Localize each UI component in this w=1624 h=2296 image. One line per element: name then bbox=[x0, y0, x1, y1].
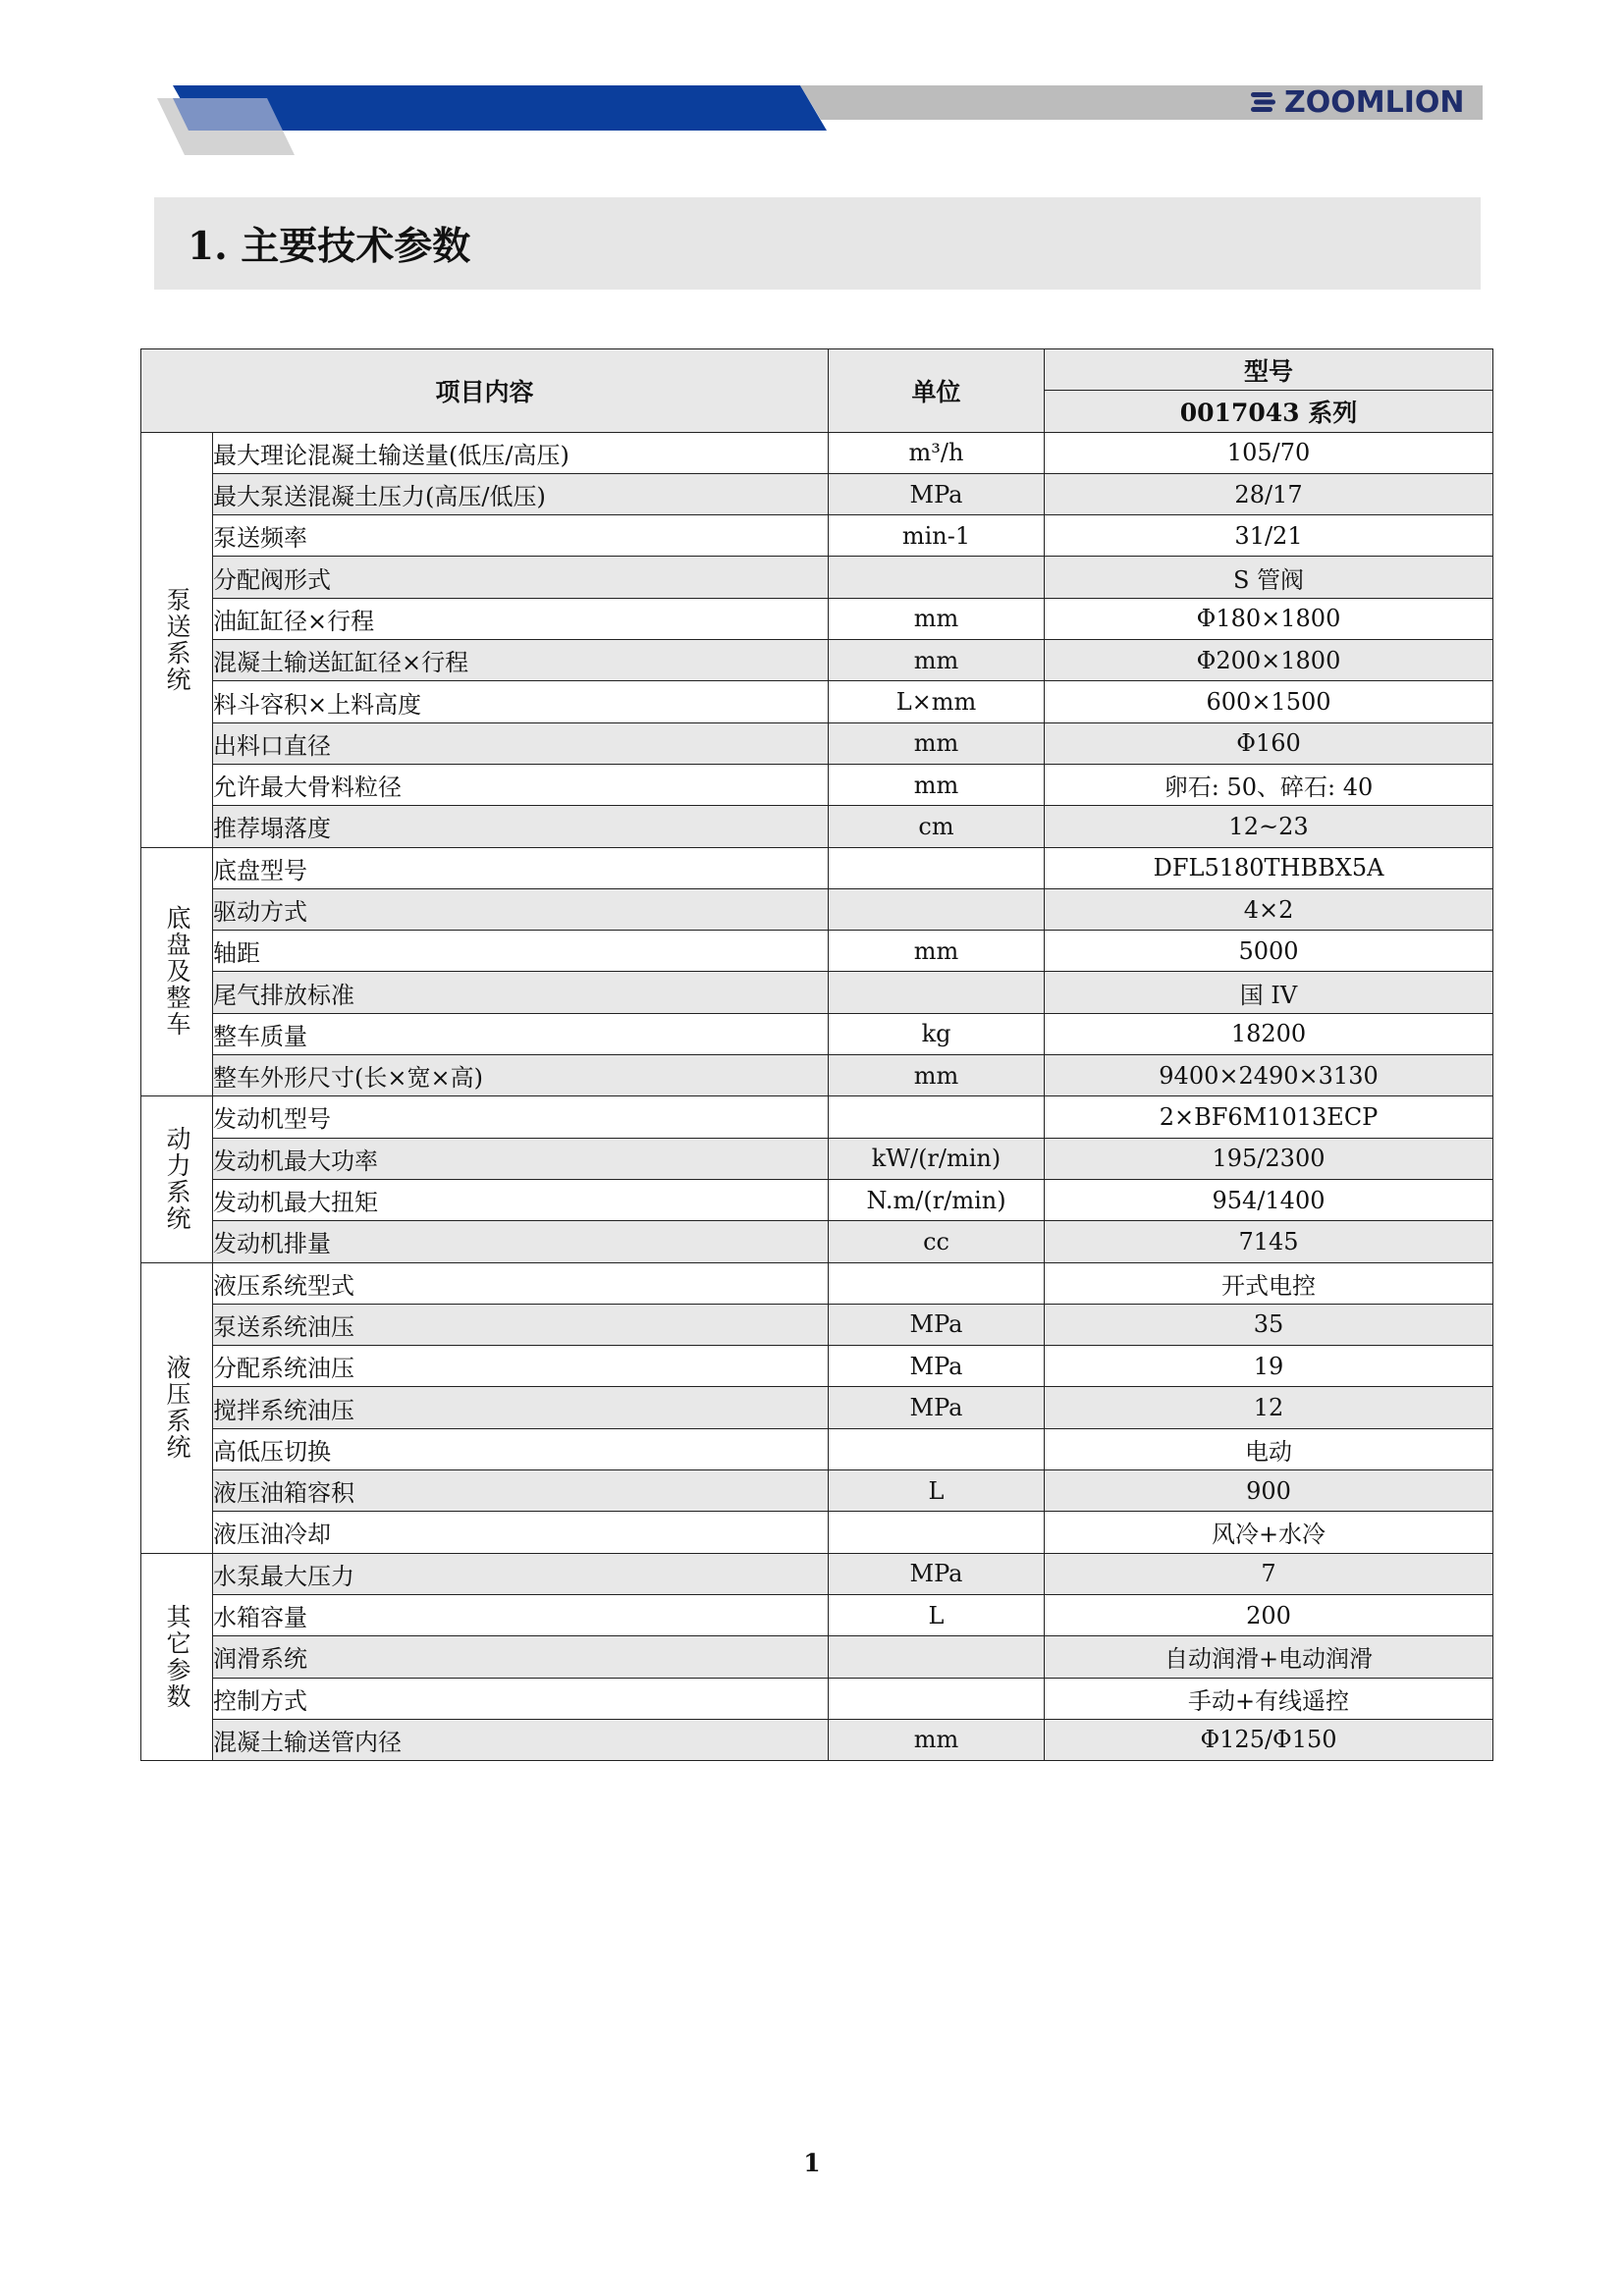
category-label: 动力系统 bbox=[141, 1096, 213, 1262]
table-row bbox=[141, 1553, 1493, 1594]
table-row bbox=[141, 473, 1493, 514]
row-unit: m³/h bbox=[829, 432, 1045, 473]
table-row bbox=[141, 1594, 1493, 1635]
row-unit: mm bbox=[829, 640, 1045, 681]
page-number: 1 bbox=[803, 2149, 821, 2177]
row-value: 600×1500 bbox=[1045, 681, 1493, 722]
category-label: 泵送系统 bbox=[141, 432, 213, 847]
brand-text: ZOOMLION bbox=[1284, 84, 1465, 120]
header-unit: 单位 bbox=[829, 349, 1045, 433]
row-unit bbox=[829, 888, 1045, 930]
row-item: 控制方式 bbox=[213, 1678, 829, 1719]
row-item: 尾气排放标准 bbox=[213, 972, 829, 1013]
row-value: 35 bbox=[1045, 1304, 1493, 1345]
table-row bbox=[141, 681, 1493, 722]
row-unit: mm bbox=[829, 722, 1045, 764]
header-model-label: 型号 bbox=[1045, 349, 1493, 391]
category-label: 底盘及整车 bbox=[141, 847, 213, 1096]
row-item: 推荐塌落度 bbox=[213, 806, 829, 847]
row-value: 风冷+水冷 bbox=[1045, 1512, 1493, 1553]
row-item: 整车外形尺寸(长×宽×高) bbox=[213, 1055, 829, 1096]
row-item: 料斗容积×上料高度 bbox=[213, 681, 829, 722]
row-item: 驱动方式 bbox=[213, 888, 829, 930]
banner-light-blue-block bbox=[173, 98, 283, 131]
row-unit: L bbox=[829, 1594, 1045, 1635]
row-item: 液压系统型式 bbox=[213, 1262, 829, 1304]
header-banner bbox=[0, 0, 1624, 167]
row-value: Φ200×1800 bbox=[1045, 640, 1493, 681]
row-value: 卵石: 50、碎石: 40 bbox=[1045, 764, 1493, 805]
table-row bbox=[141, 1221, 1493, 1262]
row-unit bbox=[829, 847, 1045, 888]
spec-table bbox=[140, 348, 1493, 1761]
table-row bbox=[141, 1096, 1493, 1138]
row-unit bbox=[829, 1428, 1045, 1469]
row-value: 4×2 bbox=[1045, 888, 1493, 930]
row-value: 9400×2490×3130 bbox=[1045, 1055, 1493, 1096]
row-unit bbox=[829, 1678, 1045, 1719]
row-unit: mm bbox=[829, 931, 1045, 972]
row-value: 国 IV bbox=[1045, 972, 1493, 1013]
row-item: 水泵最大压力 bbox=[213, 1553, 829, 1594]
table-row bbox=[141, 764, 1493, 805]
table-row bbox=[141, 1678, 1493, 1719]
row-value: 19 bbox=[1045, 1346, 1493, 1387]
row-item: 发动机排量 bbox=[213, 1221, 829, 1262]
row-value: 5000 bbox=[1045, 931, 1493, 972]
row-unit: mm bbox=[829, 764, 1045, 805]
row-unit bbox=[829, 557, 1045, 598]
row-value: 18200 bbox=[1045, 1013, 1493, 1054]
row-item: 分配阀形式 bbox=[213, 557, 829, 598]
row-value: 12 bbox=[1045, 1387, 1493, 1428]
row-value: 7145 bbox=[1045, 1221, 1493, 1262]
table-row bbox=[141, 598, 1493, 639]
row-item: 水箱容量 bbox=[213, 1594, 829, 1635]
row-value: S 管阀 bbox=[1045, 557, 1493, 598]
row-value: 电动 bbox=[1045, 1428, 1493, 1469]
table-row bbox=[141, 1719, 1493, 1760]
row-item: 泵送系统油压 bbox=[213, 1304, 829, 1345]
row-item: 油缸缸径×行程 bbox=[213, 598, 829, 639]
table-row bbox=[141, 1428, 1493, 1469]
row-item: 分配系统油压 bbox=[213, 1346, 829, 1387]
row-value: 28/17 bbox=[1045, 473, 1493, 514]
row-value: DFL5180THBBX5A bbox=[1045, 847, 1493, 888]
table-row bbox=[141, 1055, 1493, 1096]
spec-table-body bbox=[141, 432, 1493, 1761]
table-row bbox=[141, 722, 1493, 764]
row-value: Φ125/Φ150 bbox=[1045, 1719, 1493, 1760]
row-value: 31/21 bbox=[1045, 515, 1493, 557]
row-value: 200 bbox=[1045, 1594, 1493, 1635]
row-item: 最大理论混凝土输送量(低压/高压) bbox=[213, 432, 829, 473]
zoomlion-logo bbox=[1249, 84, 1465, 120]
row-unit: kW/(r/min) bbox=[829, 1138, 1045, 1179]
row-item: 发动机型号 bbox=[213, 1096, 829, 1138]
row-unit: L×mm bbox=[829, 681, 1045, 722]
table-row bbox=[141, 972, 1493, 1013]
row-unit bbox=[829, 1096, 1045, 1138]
row-item: 发动机最大扭矩 bbox=[213, 1179, 829, 1220]
zoomlion-mark-icon bbox=[1249, 90, 1278, 114]
row-item: 出料口直径 bbox=[213, 722, 829, 764]
row-value: Φ180×1800 bbox=[1045, 598, 1493, 639]
table-row bbox=[141, 640, 1493, 681]
table-header-row bbox=[141, 349, 1493, 391]
row-unit: min-1 bbox=[829, 515, 1045, 557]
row-unit: cm bbox=[829, 806, 1045, 847]
row-item: 搅拌系统油压 bbox=[213, 1387, 829, 1428]
table-row bbox=[141, 1636, 1493, 1678]
row-item: 液压油箱容积 bbox=[213, 1470, 829, 1512]
row-item: 整车质量 bbox=[213, 1013, 829, 1054]
row-item: 底盘型号 bbox=[213, 847, 829, 888]
row-unit bbox=[829, 1512, 1045, 1553]
table-row bbox=[141, 1013, 1493, 1054]
table-row bbox=[141, 1346, 1493, 1387]
row-item: 轴距 bbox=[213, 931, 829, 972]
row-unit: mm bbox=[829, 598, 1045, 639]
section-title: 1. 主要技术参数 bbox=[154, 197, 1481, 290]
table-row bbox=[141, 1138, 1493, 1179]
row-unit: mm bbox=[829, 1719, 1045, 1760]
category-label: 液压系统 bbox=[141, 1262, 213, 1553]
table-row bbox=[141, 515, 1493, 557]
row-item: 液压油冷却 bbox=[213, 1512, 829, 1553]
row-unit: MPa bbox=[829, 1304, 1045, 1345]
row-unit: MPa bbox=[829, 1346, 1045, 1387]
table-row bbox=[141, 1179, 1493, 1220]
table-row bbox=[141, 847, 1493, 888]
row-unit: MPa bbox=[829, 1387, 1045, 1428]
row-unit bbox=[829, 972, 1045, 1013]
table-row bbox=[141, 1387, 1493, 1428]
row-item: 发动机最大功率 bbox=[213, 1138, 829, 1179]
table-row bbox=[141, 1304, 1493, 1345]
row-item: 高低压切换 bbox=[213, 1428, 829, 1469]
row-value: 954/1400 bbox=[1045, 1179, 1493, 1220]
row-unit: kg bbox=[829, 1013, 1045, 1054]
table-row bbox=[141, 1512, 1493, 1553]
row-unit: MPa bbox=[829, 1553, 1045, 1594]
row-value: 自动润滑+电动润滑 bbox=[1045, 1636, 1493, 1678]
table-row bbox=[141, 557, 1493, 598]
row-item: 泵送频率 bbox=[213, 515, 829, 557]
header-item: 项目内容 bbox=[141, 349, 829, 433]
row-item: 允许最大骨料粒径 bbox=[213, 764, 829, 805]
row-item: 混凝土输送缸缸径×行程 bbox=[213, 640, 829, 681]
row-unit bbox=[829, 1262, 1045, 1304]
row-item: 润滑系统 bbox=[213, 1636, 829, 1678]
row-value: 195/2300 bbox=[1045, 1138, 1493, 1179]
row-unit: cc bbox=[829, 1221, 1045, 1262]
table-row bbox=[141, 806, 1493, 847]
row-value: Φ160 bbox=[1045, 722, 1493, 764]
table-row bbox=[141, 1262, 1493, 1304]
row-unit: MPa bbox=[829, 473, 1045, 514]
row-unit: L bbox=[829, 1470, 1045, 1512]
row-unit: mm bbox=[829, 1055, 1045, 1096]
row-item: 最大泵送混凝土压力(高压/低压) bbox=[213, 473, 829, 514]
table-row bbox=[141, 888, 1493, 930]
row-value: 105/70 bbox=[1045, 432, 1493, 473]
row-item: 混凝土输送管内径 bbox=[213, 1719, 829, 1760]
row-value: 900 bbox=[1045, 1470, 1493, 1512]
table-row bbox=[141, 1470, 1493, 1512]
row-value: 手动+有线遥控 bbox=[1045, 1678, 1493, 1719]
row-value: 2×BF6M1013ECP bbox=[1045, 1096, 1493, 1138]
row-unit: N.m/(r/min) bbox=[829, 1179, 1045, 1220]
header-model-value: 0017043 系列 bbox=[1045, 391, 1493, 432]
table-row bbox=[141, 432, 1493, 473]
row-value: 开式电控 bbox=[1045, 1262, 1493, 1304]
table-row bbox=[141, 931, 1493, 972]
category-label: 其它参数 bbox=[141, 1553, 213, 1760]
row-unit bbox=[829, 1636, 1045, 1678]
row-value: 12~23 bbox=[1045, 806, 1493, 847]
row-value: 7 bbox=[1045, 1553, 1493, 1594]
